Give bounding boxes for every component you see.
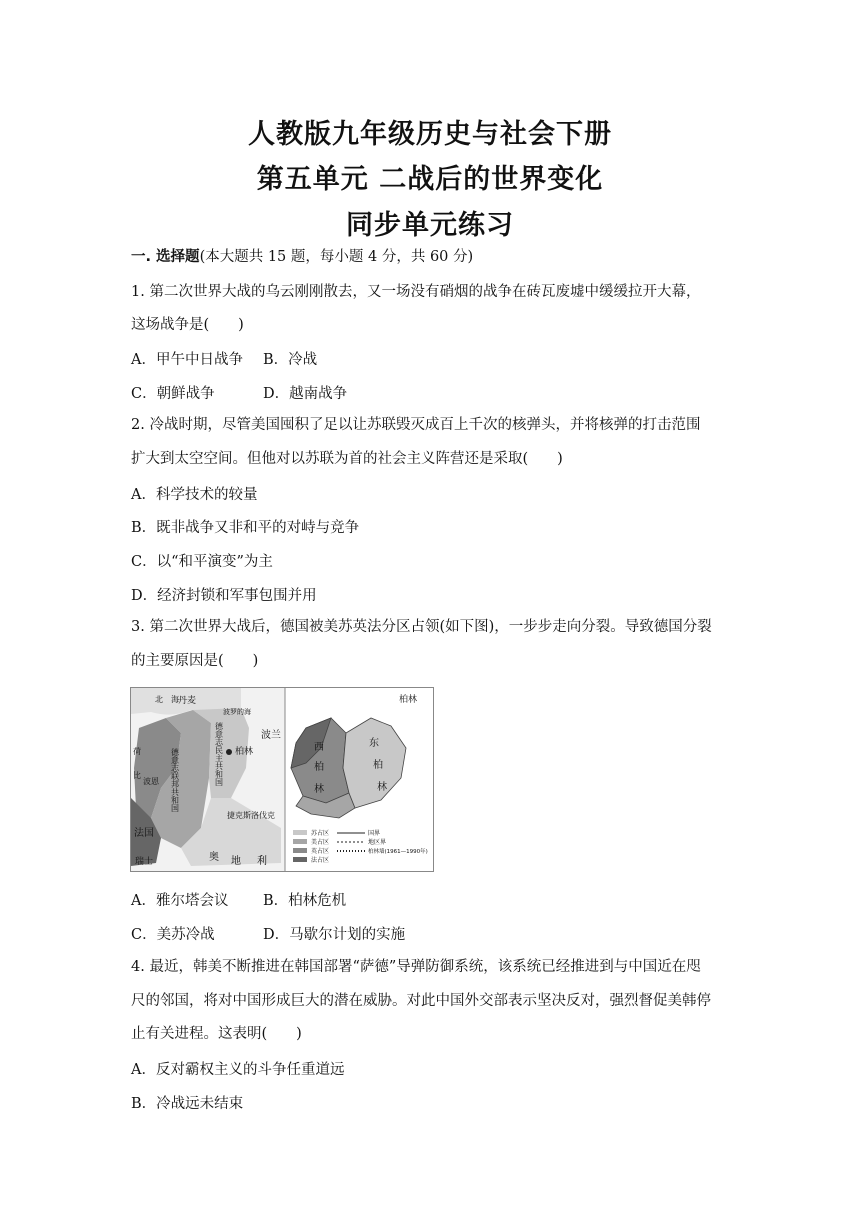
label-denmark: 丹麦 bbox=[178, 696, 197, 706]
legend-uk: 英占区 bbox=[311, 848, 330, 855]
label-east-2: 柏 bbox=[373, 760, 383, 771]
question-2-line-1: 2. 冷战时期，尽管美国囤积了足以让苏联毁灭成百上千次的核弹头，并将核弹的打击范围 bbox=[131, 417, 701, 433]
question-1-option-a[interactable]: A．甲午中日战争 bbox=[131, 352, 243, 368]
legend-border: 国界 bbox=[368, 830, 381, 837]
legend-wall: 柏林墙(1961—1990年) bbox=[368, 849, 428, 855]
label-berlin-left: 柏林 bbox=[235, 747, 254, 757]
question-1-option-b[interactable]: B．冷战 bbox=[263, 352, 318, 368]
label-li: 利 bbox=[257, 856, 267, 867]
label-swiss: 瑞士 bbox=[135, 857, 154, 867]
question-2-option-c[interactable]: C．以“和平演变”为主 bbox=[131, 554, 273, 570]
label-west-1: 西 bbox=[314, 742, 324, 753]
question-4-line-1: 4. 最近，韩美不断推进在韩国部署“萨德”导弹防御系统，该系统已经推进到与中国近在咫 bbox=[131, 959, 701, 975]
label-north-sea: 北 海 bbox=[155, 695, 179, 704]
label-austria: 奥 bbox=[209, 852, 219, 863]
label-belgium: 比 bbox=[133, 771, 141, 780]
label-czech: 捷克斯洛伐克 bbox=[227, 811, 275, 820]
label-france: 法国 bbox=[134, 828, 154, 839]
label-bonn: 波恩 bbox=[143, 777, 159, 786]
question-2-option-a[interactable]: A．科学技术的较量 bbox=[131, 487, 258, 503]
label-gdr: 德意志民主共和国 bbox=[214, 722, 224, 786]
question-4-option-a[interactable]: A．反对霸权主义的斗争任重道远 bbox=[131, 1062, 345, 1078]
label-west-2: 柏 bbox=[314, 762, 324, 773]
germany-occupation-map bbox=[130, 687, 434, 872]
label-baltic: 波罗的海 bbox=[223, 708, 251, 716]
label-fdr: 德意志联邦共和国 bbox=[170, 748, 180, 812]
section-heading bbox=[131, 247, 731, 267]
legend-zone: 地区界 bbox=[368, 839, 387, 846]
title-line-3: 同步单元练习 bbox=[346, 210, 514, 241]
question-1-option-d[interactable]: D．越南战争 bbox=[263, 386, 348, 402]
question-3-option-c[interactable]: C．美苏冷战 bbox=[131, 927, 215, 943]
question-4-line-2: 尺的邻国，将对中国形成巨大的潜在威胁。对此中国外交部表示坚决反对，强烈督促美韩停 bbox=[131, 993, 711, 1009]
label-east-3: 林 bbox=[377, 782, 387, 793]
legend-us: 美占区 bbox=[311, 839, 330, 846]
question-1-line-2: 这场战争是( ) bbox=[131, 317, 244, 333]
label-land: 地 bbox=[231, 856, 241, 867]
question-4-option-b[interactable]: B．冷战远未结束 bbox=[131, 1096, 244, 1112]
label-east-1: 东 bbox=[369, 738, 379, 749]
question-4-line-3: 止有关进程。这表明( ) bbox=[131, 1026, 302, 1042]
legend-swatch-uk bbox=[293, 848, 307, 853]
berlin-dot bbox=[226, 749, 232, 755]
label-west-3: 林 bbox=[314, 784, 324, 795]
label-holland: 荷 bbox=[133, 747, 141, 756]
question-3-option-d[interactable]: D．马歇尔计划的实施 bbox=[263, 927, 406, 943]
question-3-line-2: 的主要原因是( ) bbox=[131, 653, 259, 669]
section-desc: (本大题共 15 题，每小题 4 分，共 60 分) bbox=[199, 249, 474, 265]
legend-fr: 法占区 bbox=[311, 857, 330, 864]
title-line-2: 第五单元 二战后的世界变化 bbox=[256, 164, 604, 195]
question-2-option-b[interactable]: B．既非战争又非和平的对峙与竞争 bbox=[131, 520, 360, 536]
map-svg bbox=[131, 688, 433, 871]
legend-swatch-soviet bbox=[293, 830, 307, 835]
question-1-option-c[interactable]: C．朝鲜战争 bbox=[131, 386, 215, 402]
question-1-line-1: 1. 第二次世界大战的乌云刚刚散去，又一场没有硝烟的战争在砖瓦废墟中缓缓拉开大幕， bbox=[131, 284, 701, 300]
legend-swatch-fr bbox=[293, 857, 307, 862]
legend-soviet: 苏占区 bbox=[311, 830, 330, 837]
question-2-option-d[interactable]: D．经济封锁和军事包围并用 bbox=[131, 588, 317, 604]
title-line-1: 人教版九年级历史与社会下册 bbox=[248, 119, 612, 150]
question-3-option-b[interactable]: B．柏林危机 bbox=[263, 893, 347, 909]
legend-swatch-us bbox=[293, 839, 307, 844]
label-berlin-title: 柏林 bbox=[399, 695, 418, 705]
question-3-option-a[interactable]: A．雅尔塔会议 bbox=[131, 893, 229, 909]
section-label: 一. 选择题 bbox=[131, 249, 200, 265]
question-2-line-2: 扩大到太空空间。但他对以苏联为首的社会主义阵营还是采取( ) bbox=[131, 451, 563, 467]
question-3-line-1: 3. 第二次世界大战后，德国被美苏英法分区占领(如下图)，一步步走向分裂。导致德国分裂 bbox=[131, 619, 712, 635]
label-poland: 波兰 bbox=[261, 730, 281, 741]
